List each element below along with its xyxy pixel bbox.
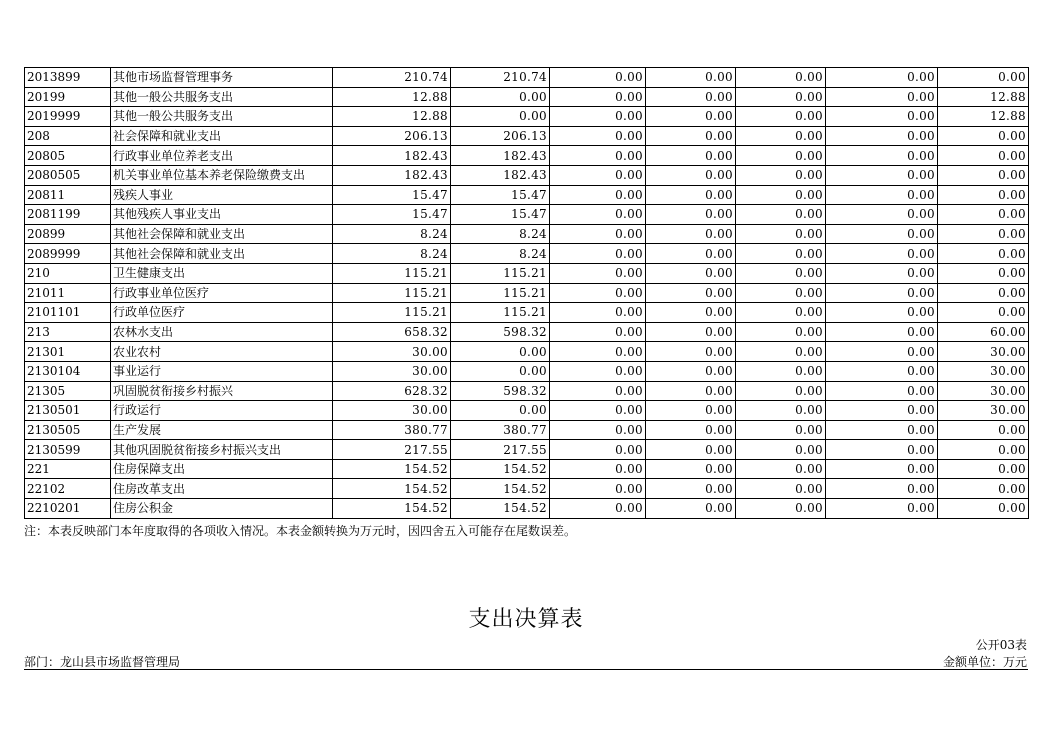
amount-cell: 0.00	[646, 361, 736, 381]
subject-code-cell: 20811	[25, 185, 111, 205]
table-row	[25, 479, 1029, 499]
amount-cell: 8.24	[451, 244, 550, 264]
amount-cell: 0.00	[550, 146, 646, 166]
subject-code-cell: 221	[25, 459, 111, 479]
amount-cell: 0.00	[826, 401, 938, 421]
amount-cell: 0.00	[938, 283, 1029, 303]
amount-cell: 182.43	[451, 165, 550, 185]
amount-cell: 0.00	[736, 244, 826, 264]
income-table	[24, 67, 1029, 519]
amount-cell: 598.32	[451, 381, 550, 401]
section-title: 支出决算表	[468, 607, 584, 632]
amount-cell: 0.00	[938, 126, 1029, 146]
amount-cell: 0.00	[550, 165, 646, 185]
subject-name-cell: 残疾人事业	[111, 185, 333, 205]
subject-name-cell: 其他社会保障和就业支出	[111, 224, 333, 244]
subject-name-cell: 农业农村	[111, 342, 333, 362]
amount-cell: 115.21	[451, 303, 550, 323]
subject-code-cell: 22102	[25, 479, 111, 499]
subject-name-cell: 其他市场监督管理事务	[111, 68, 333, 88]
amount-cell: 115.21	[451, 263, 550, 283]
amount-cell: 0.00	[938, 68, 1029, 88]
amount-cell: 0.00	[736, 381, 826, 401]
subject-code-cell: 2019999	[25, 107, 111, 127]
subject-name-cell: 其他社会保障和就业支出	[111, 244, 333, 264]
amount-cell: 8.24	[333, 224, 451, 244]
amount-cell: 0.00	[826, 479, 938, 499]
subject-code-cell: 2013899	[25, 68, 111, 88]
amount-cell: 0.00	[646, 165, 736, 185]
table-row	[25, 459, 1029, 479]
subject-name-cell: 行政运行	[111, 401, 333, 421]
subject-name-cell: 社会保障和就业支出	[111, 126, 333, 146]
amount-cell: 0.00	[736, 68, 826, 88]
amount-cell: 0.00	[451, 342, 550, 362]
amount-cell: 0.00	[736, 459, 826, 479]
subject-name-cell: 行政事业单位医疗	[111, 283, 333, 303]
subject-code-cell: 2089999	[25, 244, 111, 264]
amount-cell: 0.00	[826, 146, 938, 166]
amount-cell: 154.52	[333, 499, 451, 519]
amount-cell: 0.00	[826, 361, 938, 381]
amount-cell: 30.00	[333, 342, 451, 362]
amount-cell: 0.00	[938, 479, 1029, 499]
amount-cell: 0.00	[646, 68, 736, 88]
subject-code-cell: 21011	[25, 283, 111, 303]
amount-cell: 0.00	[451, 107, 550, 127]
amount-cell: 0.00	[646, 87, 736, 107]
amount-cell: 0.00	[550, 381, 646, 401]
table-row	[25, 165, 1029, 185]
unit-label: 金额单位：万元	[942, 655, 1027, 669]
subject-name-cell: 住房改革支出	[111, 479, 333, 499]
subject-code-cell: 20199	[25, 87, 111, 107]
subject-name-cell: 住房公积金	[111, 499, 333, 519]
subject-code-cell: 213	[25, 322, 111, 342]
amount-cell: 0.00	[736, 342, 826, 362]
table-row	[25, 342, 1029, 362]
amount-cell: 0.00	[938, 440, 1029, 460]
amount-cell: 658.32	[333, 322, 451, 342]
amount-cell: 0.00	[646, 283, 736, 303]
amount-cell: 0.00	[646, 244, 736, 264]
amount-cell: 0.00	[826, 244, 938, 264]
table-row	[25, 68, 1029, 88]
amount-cell: 0.00	[826, 499, 938, 519]
subject-name-cell: 行政单位医疗	[111, 303, 333, 323]
amount-cell: 12.88	[333, 87, 451, 107]
amount-cell: 30.00	[333, 401, 451, 421]
table-row	[25, 420, 1029, 440]
amount-cell: 0.00	[736, 185, 826, 205]
subject-name-cell: 住房保障支出	[111, 459, 333, 479]
amount-cell: 182.43	[333, 146, 451, 166]
subject-code-cell: 208	[25, 126, 111, 146]
amount-cell: 0.00	[646, 322, 736, 342]
amount-cell: 217.55	[451, 440, 550, 460]
amount-cell: 0.00	[826, 322, 938, 342]
amount-cell: 154.52	[451, 479, 550, 499]
subject-code-cell: 2101101	[25, 303, 111, 323]
amount-cell: 0.00	[550, 107, 646, 127]
amount-cell: 0.00	[646, 126, 736, 146]
amount-cell: 15.47	[451, 185, 550, 205]
subject-name-cell: 卫生健康支出	[111, 263, 333, 283]
amount-cell: 628.32	[333, 381, 451, 401]
amount-cell: 0.00	[736, 303, 826, 323]
subject-name-cell: 其他一般公共服务支出	[111, 107, 333, 127]
amount-cell: 0.00	[736, 479, 826, 499]
amount-cell: 206.13	[333, 126, 451, 146]
amount-cell: 0.00	[826, 263, 938, 283]
amount-cell: 0.00	[736, 361, 826, 381]
amount-cell: 0.00	[550, 322, 646, 342]
subject-name-cell: 农林水支出	[111, 322, 333, 342]
table-note: 注：本表反映部门本年度取得的各项收入情况。本表金额转换为万元时，因四舍五入可能存在尾数误差。	[24, 524, 577, 538]
amount-cell: 0.00	[938, 165, 1029, 185]
amount-cell: 0.00	[826, 205, 938, 225]
amount-cell: 0.00	[646, 224, 736, 244]
subject-name-cell: 事业运行	[111, 361, 333, 381]
amount-cell: 210.74	[451, 68, 550, 88]
table-row	[25, 499, 1029, 519]
amount-cell: 0.00	[736, 87, 826, 107]
amount-cell: 0.00	[826, 440, 938, 460]
amount-cell: 380.77	[333, 420, 451, 440]
table-row	[25, 263, 1029, 283]
table-row	[25, 283, 1029, 303]
subject-code-cell: 2081199	[25, 205, 111, 225]
amount-cell: 154.52	[451, 499, 550, 519]
amount-cell: 0.00	[736, 283, 826, 303]
amount-cell: 0.00	[826, 68, 938, 88]
amount-cell: 182.43	[333, 165, 451, 185]
amount-cell: 0.00	[646, 440, 736, 460]
amount-cell: 30.00	[938, 401, 1029, 421]
amount-cell: 0.00	[826, 342, 938, 362]
amount-cell: 0.00	[550, 499, 646, 519]
subject-code-cell: 20899	[25, 224, 111, 244]
amount-cell: 0.00	[736, 126, 826, 146]
amount-cell: 0.00	[826, 107, 938, 127]
amount-cell: 8.24	[451, 224, 550, 244]
amount-cell: 0.00	[826, 185, 938, 205]
amount-cell: 30.00	[333, 361, 451, 381]
table-row	[25, 381, 1029, 401]
amount-cell: 30.00	[938, 361, 1029, 381]
amount-cell: 0.00	[736, 420, 826, 440]
amount-cell: 0.00	[938, 459, 1029, 479]
amount-cell: 0.00	[646, 185, 736, 205]
subject-name-cell: 其他一般公共服务支出	[111, 87, 333, 107]
table-row	[25, 205, 1029, 225]
amount-cell: 0.00	[826, 459, 938, 479]
amount-cell: 0.00	[646, 263, 736, 283]
amount-cell: 0.00	[646, 107, 736, 127]
amount-cell: 0.00	[938, 205, 1029, 225]
subject-code-cell: 21301	[25, 342, 111, 362]
amount-cell: 154.52	[333, 479, 451, 499]
subject-code-cell: 2210201	[25, 499, 111, 519]
amount-cell: 0.00	[550, 224, 646, 244]
table-row	[25, 244, 1029, 264]
amount-cell: 0.00	[451, 401, 550, 421]
amount-cell: 0.00	[550, 401, 646, 421]
amount-cell: 0.00	[550, 87, 646, 107]
subject-name-cell: 其他残疾人事业支出	[111, 205, 333, 225]
amount-cell: 217.55	[333, 440, 451, 460]
amount-cell: 0.00	[646, 401, 736, 421]
table-body	[25, 68, 1029, 519]
subject-name-cell: 机关事业单位基本养老保险缴费支出	[111, 165, 333, 185]
amount-cell: 0.00	[646, 342, 736, 362]
subject-code-cell: 21305	[25, 381, 111, 401]
subject-code-cell: 2130104	[25, 361, 111, 381]
amount-cell: 0.00	[736, 499, 826, 519]
amount-cell: 0.00	[550, 126, 646, 146]
amount-cell: 0.00	[646, 420, 736, 440]
amount-cell: 0.00	[938, 244, 1029, 264]
table-row	[25, 361, 1029, 381]
subject-code-cell: 2130599	[25, 440, 111, 460]
amount-cell: 0.00	[826, 381, 938, 401]
amount-cell: 15.47	[333, 205, 451, 225]
amount-cell: 0.00	[550, 185, 646, 205]
amount-cell: 182.43	[451, 146, 550, 166]
amount-cell: 0.00	[550, 68, 646, 88]
amount-cell: 598.32	[451, 322, 550, 342]
subject-code-cell: 210	[25, 263, 111, 283]
amount-cell: 0.00	[826, 126, 938, 146]
table-row	[25, 401, 1029, 421]
amount-cell: 15.47	[451, 205, 550, 225]
table-row	[25, 126, 1029, 146]
amount-cell: 0.00	[646, 303, 736, 323]
amount-cell: 15.47	[333, 185, 451, 205]
subject-code-cell: 2130505	[25, 420, 111, 440]
amount-cell: 0.00	[451, 87, 550, 107]
amount-cell: 0.00	[938, 420, 1029, 440]
table-row	[25, 146, 1029, 166]
amount-cell: 0.00	[736, 440, 826, 460]
table-row	[25, 322, 1029, 342]
amount-cell: 0.00	[826, 283, 938, 303]
amount-cell: 0.00	[550, 303, 646, 323]
amount-cell: 0.00	[736, 263, 826, 283]
amount-cell: 0.00	[550, 479, 646, 499]
subject-name-cell: 其他巩固脱贫衔接乡村振兴支出	[111, 440, 333, 460]
amount-cell: 0.00	[646, 205, 736, 225]
amount-cell: 0.00	[550, 244, 646, 264]
amount-cell: 0.00	[938, 263, 1029, 283]
amount-cell: 0.00	[826, 303, 938, 323]
header-divider	[24, 669, 1028, 670]
amount-cell: 0.00	[646, 479, 736, 499]
amount-cell: 8.24	[333, 244, 451, 264]
subject-code-cell: 20805	[25, 146, 111, 166]
amount-cell: 154.52	[451, 459, 550, 479]
amount-cell: 380.77	[451, 420, 550, 440]
amount-cell: 0.00	[550, 459, 646, 479]
amount-cell: 0.00	[550, 283, 646, 303]
amount-cell: 0.00	[736, 165, 826, 185]
amount-cell: 12.88	[938, 107, 1029, 127]
amount-cell: 0.00	[736, 107, 826, 127]
amount-cell: 0.00	[736, 401, 826, 421]
subject-name-cell: 行政事业单位养老支出	[111, 146, 333, 166]
amount-cell: 210.74	[333, 68, 451, 88]
department-label: 部门：龙山县市场监督管理局	[24, 655, 181, 669]
amount-cell: 0.00	[826, 420, 938, 440]
amount-cell: 206.13	[451, 126, 550, 146]
amount-cell: 0.00	[550, 263, 646, 283]
amount-cell: 0.00	[938, 185, 1029, 205]
subject-name-cell: 生产发展	[111, 420, 333, 440]
amount-cell: 0.00	[826, 87, 938, 107]
amount-cell: 0.00	[736, 146, 826, 166]
amount-cell: 0.00	[550, 440, 646, 460]
table-row	[25, 224, 1029, 244]
amount-cell: 154.52	[333, 459, 451, 479]
amount-cell: 0.00	[646, 499, 736, 519]
amount-cell: 0.00	[451, 361, 550, 381]
amount-cell: 115.21	[333, 283, 451, 303]
table-number: 公开03表	[975, 638, 1027, 652]
amount-cell: 0.00	[938, 499, 1029, 519]
amount-cell: 0.00	[938, 146, 1029, 166]
amount-cell: 60.00	[938, 322, 1029, 342]
amount-cell: 0.00	[550, 205, 646, 225]
amount-cell: 0.00	[938, 224, 1029, 244]
amount-cell: 0.00	[736, 322, 826, 342]
amount-cell: 12.88	[333, 107, 451, 127]
table-row	[25, 87, 1029, 107]
amount-cell: 0.00	[646, 459, 736, 479]
table-row	[25, 440, 1029, 460]
amount-cell: 0.00	[826, 224, 938, 244]
subject-code-cell: 2080505	[25, 165, 111, 185]
subject-code-cell: 2130501	[25, 401, 111, 421]
amount-cell: 0.00	[736, 205, 826, 225]
amount-cell: 0.00	[550, 361, 646, 381]
amount-cell: 0.00	[646, 381, 736, 401]
amount-cell: 115.21	[333, 263, 451, 283]
amount-cell: 0.00	[550, 342, 646, 362]
subject-name-cell: 巩固脱贫衔接乡村振兴	[111, 381, 333, 401]
amount-cell: 0.00	[736, 224, 826, 244]
amount-cell: 0.00	[938, 303, 1029, 323]
table-row	[25, 107, 1029, 127]
amount-cell: 0.00	[550, 420, 646, 440]
amount-cell: 115.21	[333, 303, 451, 323]
amount-cell: 0.00	[826, 165, 938, 185]
amount-cell: 12.88	[938, 87, 1029, 107]
table-row	[25, 185, 1029, 205]
amount-cell: 0.00	[646, 146, 736, 166]
table-row	[25, 303, 1029, 323]
amount-cell: 30.00	[938, 381, 1029, 401]
amount-cell: 115.21	[451, 283, 550, 303]
amount-cell: 30.00	[938, 342, 1029, 362]
